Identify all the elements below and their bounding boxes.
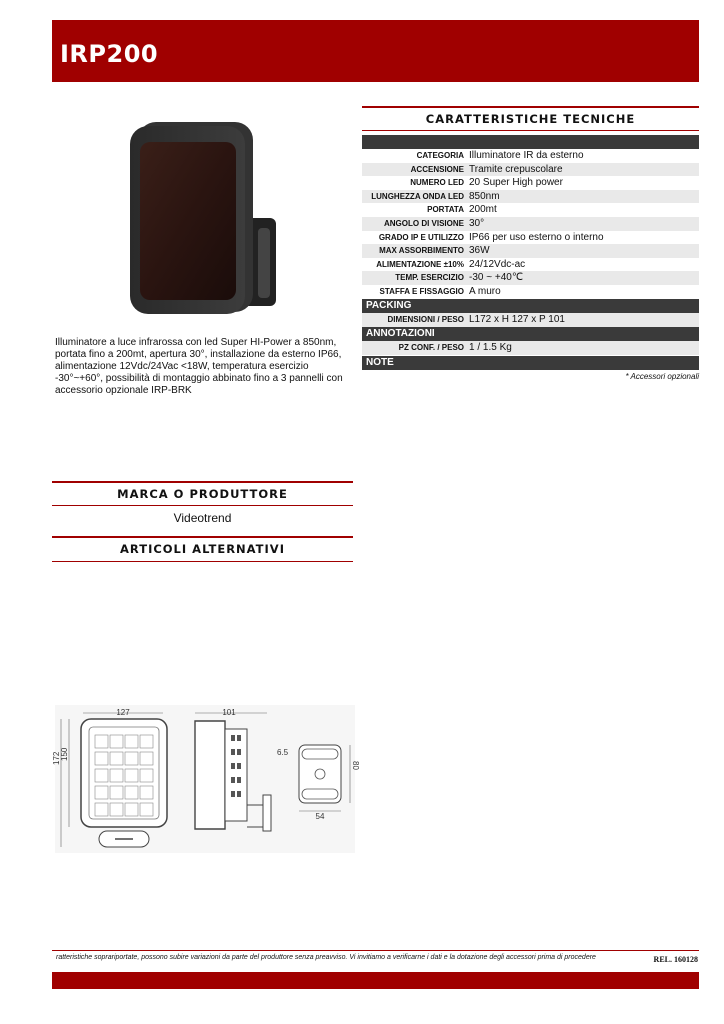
annotazioni-header: ANNOTAZIONI (362, 327, 699, 341)
spec-row (362, 217, 699, 231)
spec-label: PORTATA (427, 205, 464, 215)
spec-value: Tramite crepuscolare (469, 163, 563, 175)
tech-rule-top (362, 106, 699, 108)
spec-value: 200mt (469, 204, 497, 216)
spec-row (362, 176, 699, 190)
spec-row (362, 285, 699, 299)
spec-value: -30 ~ +40℃ (469, 272, 524, 284)
brand-title: MARCA O PRODUTTORE (117, 487, 288, 501)
dim-hole: 6.5 (277, 748, 289, 757)
spec-row (362, 203, 699, 217)
spec-label: NUMERO LED (410, 178, 464, 188)
note-header: NOTE (362, 356, 699, 370)
tech-header-bar (362, 135, 699, 149)
alternatives-title: ARTICOLI ALTERNATIVI (119, 542, 285, 556)
product-description: Illuminatore a luce infrarossa con led Super HI-Power a 850nm, portata fino a 200mt, apertura 30°, installazione da esterno IP66, alimentazione 12Vdc/24Vac <18W, temperatura esercizio -30°~+60°, possibilità di montaggio abbinato fino a 3 pannelli con accessorio opzionale IRP-BRK (55, 337, 343, 396)
tech-rule-mid (362, 130, 699, 131)
brand-rule-top (52, 481, 353, 483)
spec-row (362, 163, 699, 177)
spec-label: GRADO IP E UTILIZZO (378, 232, 464, 242)
footer-rule (52, 950, 699, 951)
release-code: REL. 160128 (653, 955, 698, 964)
packing-header: PACKING (362, 299, 699, 313)
spec-value: 1 / 1.5 Kg (469, 342, 512, 353)
brand-rule-mid (52, 505, 353, 506)
technical-drawing (52, 705, 360, 853)
spec-row (362, 190, 699, 204)
spec-value: 850nm (469, 190, 500, 202)
dim-bracket-w: 54 (315, 812, 325, 821)
spec-row (362, 341, 699, 355)
spec-label: PZ CONF. / PESO (398, 343, 464, 352)
alt-rule-bottom (52, 561, 353, 562)
dim-height-inner: 150 (60, 747, 69, 761)
footer-disclaimer: ratteristiche soprariportate, possono subire variazioni da parte del produttore senza preavviso. Vi invitiamo a verificarne i dati e la dotazione degli accessori prima di procedere (56, 954, 596, 961)
spec-label: MAX ASSORBIMENTO (379, 246, 464, 256)
spec-label: CATEGORIA (416, 151, 464, 160)
spec-value: 36W (469, 245, 490, 257)
spec-value: IP66 per uso esterno o interno (469, 231, 604, 243)
spec-label: ACCENSIONE (410, 164, 464, 174)
spec-value: 24/12Vdc-ac (469, 258, 526, 270)
footer-bar (52, 972, 699, 989)
dim-height-outer: 172 (52, 751, 61, 765)
spec-label: ANGOLO DI VISIONE (383, 219, 464, 228)
brand-value: Videotrend (173, 511, 232, 525)
spec-row (362, 244, 699, 258)
spec-row (362, 313, 699, 327)
spec-row (362, 271, 699, 285)
spec-value: A muro (469, 286, 501, 297)
spec-row (362, 231, 699, 245)
dim-bracket-h: 80 (351, 761, 360, 770)
spec-label: TEMP. ESERCIZIO (395, 273, 464, 283)
spec-label: STAFFA E FISSAGGIO (379, 287, 464, 296)
tech-title: CARATTERISTICHE TECNICHE (425, 112, 636, 126)
dim-depth: 101 (222, 708, 236, 717)
dim-width: 127 (116, 708, 130, 717)
spec-row (362, 149, 699, 163)
page-title: IRP200 (60, 40, 159, 68)
spec-value: Illuminatore IR da esterno (469, 150, 584, 161)
spec-value: L172 x H 127 x P 101 (469, 314, 565, 325)
spec-value: 30° (469, 218, 485, 229)
spec-label: ALIMENTAZIONE ±10% (376, 259, 464, 269)
spec-label: LUNGHEZZA ONDA LED (371, 191, 464, 201)
product-photo (118, 110, 293, 325)
spec-label: DIMENSIONI / PESO (387, 315, 464, 324)
optional-accessories-note: * Accessori opzionali (625, 372, 699, 381)
spec-row (362, 258, 699, 272)
alt-rule-top (52, 536, 353, 538)
spec-value: 20 Super High power (469, 177, 563, 189)
